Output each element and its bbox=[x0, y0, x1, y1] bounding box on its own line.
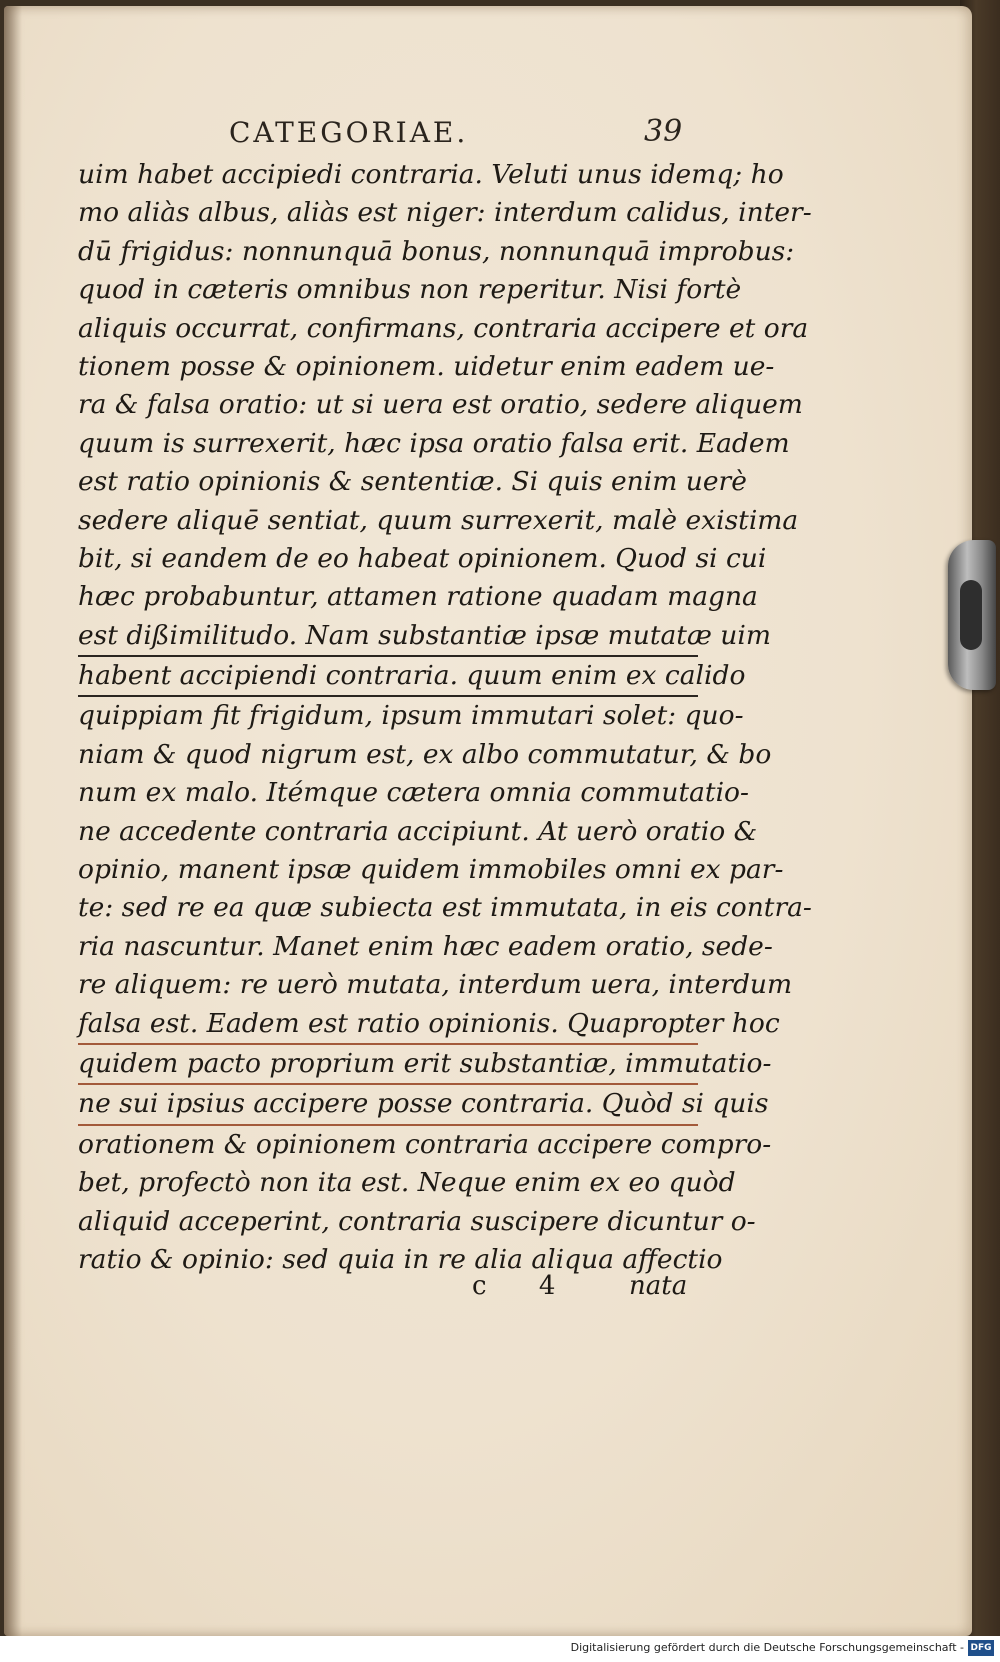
text-line: dū frigidus: nonnunquā bonus, nonnunquā improbus: bbox=[78, 235, 795, 267]
text-line: tionem posse & opinionem. uidetur enim eadem ue- bbox=[78, 350, 775, 382]
catchword: nata bbox=[629, 1271, 688, 1301]
text-line: est ratio opinionis & sententiæ. Si quis enim uerè bbox=[78, 466, 747, 498]
page-gutter-shadow bbox=[4, 6, 22, 1636]
underlined-line: habent accipiendi contraria. quum enim ex calido bbox=[78, 657, 698, 697]
text-line: te: sed re ea quæ subiecta est immutata, in eis contra- bbox=[78, 892, 812, 924]
running-head: CATEGORIAE. bbox=[229, 116, 469, 149]
book-page bbox=[4, 6, 972, 1636]
text-line: ratio & opinio: sed quia in re alia aliqua affectio bbox=[78, 1243, 723, 1275]
text-line: quippiam fit frigidum, ipsum immutari solet: quo- bbox=[78, 700, 744, 732]
text-line: ra & falsa oratio: ut si uera est oratio, sedere aliquem bbox=[78, 389, 803, 421]
underlined-line: quidem pacto proprium erit substantiæ, immutatio- bbox=[78, 1045, 698, 1085]
text-line: bet, profectò non ita est. Neque enim ex eo quòd bbox=[78, 1167, 736, 1199]
text-line: niam & quod nigrum est, ex albo commutatur, & bo bbox=[78, 738, 772, 770]
clip-hole bbox=[960, 580, 982, 650]
underlined-line: ne sui ipsius accipere posse contraria. Quòd si quis bbox=[78, 1085, 698, 1125]
text-line: sedere aliquē sentiat, quum surrexerit, malè existima bbox=[78, 504, 799, 536]
signature-mark: c 4 bbox=[472, 1271, 578, 1301]
page-clip bbox=[948, 540, 996, 690]
text-line: quum is surrexerit, hæc ipsa oratio falsa erit. Eadem bbox=[78, 427, 790, 459]
text-line: mo aliàs albus, aliàs est niger: interdum calidus, inter- bbox=[78, 197, 812, 229]
text-line: orationem & opinionem contraria accipere compro- bbox=[78, 1128, 772, 1160]
credit-text: Digitalisierung gefördert durch die Deutsche Forschungsgemeinschaft - bbox=[570, 1641, 964, 1654]
text-line: num ex malo. Itémque cætera omnia commutatio- bbox=[78, 777, 749, 809]
text-line: quod in cæteris omnibus non reperitur. Nisi fortè bbox=[78, 274, 742, 306]
credit-bar bbox=[0, 1636, 1000, 1662]
dfg-logo-icon: DFG bbox=[968, 1640, 994, 1656]
text-line: uim habet accipiedi contraria. Veluti unus idemq; ho bbox=[78, 159, 784, 190]
underlined-line: est dißimilitudo. Nam substantiæ ipsæ mutatæ uim bbox=[78, 617, 698, 657]
page-number: 39 bbox=[644, 114, 683, 149]
body-text bbox=[78, 156, 812, 1279]
text-line: ne accedente contraria accipiunt. At uerò oratio & bbox=[78, 815, 758, 847]
text-line: bit, si eandem de eo habeat opinionem. Quod si cui bbox=[78, 542, 767, 574]
text-line: aliquis occurrat, confirmans, contraria accipere et ora bbox=[78, 312, 809, 344]
text-line: opinio, manent ipsæ quidem immobiles omni ex par- bbox=[78, 854, 784, 886]
text-line: aliquid acceperint, contraria suscipere dicuntur o- bbox=[78, 1205, 756, 1237]
page-footer bbox=[4, 1271, 972, 1311]
underlined-line: falsa est. Eadem est ratio opinionis. Quapropter hoc bbox=[78, 1005, 698, 1045]
page-header bbox=[4, 116, 972, 156]
text-line: re aliquem: re uerò mutata, interdum uera, interdum bbox=[78, 969, 793, 1001]
text-line: hæc probabuntur, attamen ratione quadam magna bbox=[78, 581, 758, 613]
text-line: ria nascuntur. Manet enim hæc eadem oratio, sede- bbox=[78, 930, 773, 962]
